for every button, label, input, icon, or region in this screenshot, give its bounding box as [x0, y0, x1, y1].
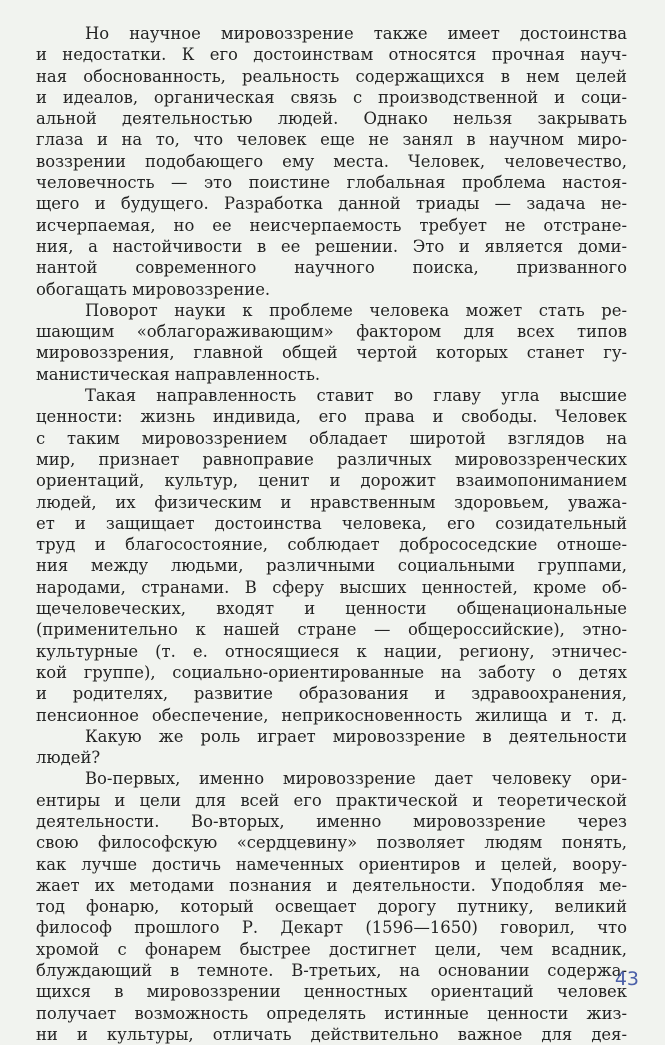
text-line: шающим «облагораживающим» фактором для всех типов [36, 322, 627, 342]
text-line: ориентаций, культур, ценит и дорожит взаимопониманием [36, 471, 627, 491]
text-line: щечеловеческих, входят и ценности общенациональные [36, 599, 627, 619]
text-line: хромой с фонарем быстрее достигнет цели, чем всадник, [36, 939, 627, 959]
paragraph-5 [36, 768, 627, 1045]
text-line: альной деятельностью людей. Однако нельзя закрывать [36, 109, 627, 129]
text-line: и недостатки. К его достоинствам относятся прочная науч- [36, 45, 627, 65]
paragraph-4 [36, 726, 627, 769]
text-line: пенсионное обеспечение, неприкосновенность жилища и т. д. [36, 705, 627, 725]
text-line: воззрении подобающего ему места. Человек, человечество, [36, 151, 627, 171]
text-line: философ прошлого Р. Декарт (1596—1650) говорил, что [36, 918, 627, 938]
paragraph-1 [36, 23, 627, 300]
text-line: людей, их физическим и нравственным здоровьем, уважа- [36, 492, 627, 512]
text-line: ентиры и цели для всей его практической и теоретической [36, 790, 627, 810]
paragraph-2 [36, 300, 627, 385]
text-line: нантой современного научного поиска, призванного [36, 258, 627, 278]
text-line: кой группе), социально-ориентированные на заботу о детях [36, 662, 627, 682]
text-line: жает их методами познания и деятельности. Уподобляя ме- [36, 875, 627, 895]
text-line: Но научное мировоззрение также имеет достоинства [85, 24, 627, 43]
text-line: получает возможность определять истинные ценности жиз- [36, 1003, 627, 1023]
text-line: людей? [36, 748, 101, 768]
text-line: блуждающий в темноте. В-третьих, на основании содержа- [36, 961, 627, 981]
text-line: ет и защищает достоинства человека, его созидательный [36, 513, 627, 533]
text-line: ни и культуры, отличать действительно важное для дея- [36, 1024, 627, 1044]
text-line: ния, а настойчивости в ее решении. Это и является доми- [36, 236, 627, 256]
text-line: Поворот науки к проблеме человека может стать ре- [85, 300, 627, 320]
text-line: тод фонарю, который освещает дорогу путнику, великий [36, 897, 627, 917]
text-line: свою философскую «сердцевину» позволяет людям понять, [36, 833, 627, 853]
text-line: и родителях, развитие образования и здравоохранения, [36, 684, 627, 704]
text-line: ния между людьми, различными социальными группами, [36, 556, 627, 576]
text-line: народами, странами. В сферу высших ценностей, кроме об- [36, 577, 627, 597]
text-line: и идеалов, органическая связь с производственной и соци- [36, 87, 627, 107]
text-line: исчерпаемая, но ее неисчерпаемость требует не отстране- [36, 215, 627, 235]
text-line: мировоззрения, главной общей чертой которых станет гу- [36, 343, 627, 363]
text-line: как лучше достичь намеченных ориентиров и целей, воору- [36, 854, 627, 874]
text-line: Такая направленность ставит во главу угла высшие [85, 386, 627, 406]
text-line: мир, признает равноправие различных мировоззренческих [36, 449, 627, 469]
text-line: обогащать мировоззрение. [36, 279, 271, 299]
text-line: манистическая направленность. [36, 364, 321, 384]
text-body [36, 23, 627, 1045]
text-line: труд и благосостояние, соблюдает добрососедские отноше- [36, 535, 627, 555]
text-line: щего и будущего. Разработка данной триады — задача не- [36, 194, 627, 214]
text-line: Во-первых, именно мировоззрение дает человеку ори- [85, 769, 627, 789]
text-line: щихся в мировоззрении ценностных ориентаций человек [36, 982, 627, 1002]
paragraph-3 [36, 385, 627, 726]
page-number: 43 [614, 968, 639, 990]
text-line: человечность — это поистине глобальная проблема настоя- [36, 173, 627, 193]
text-line: (применительно к нашей стране — общероссийские), этно- [36, 620, 627, 640]
text-line: ценности: жизнь индивида, его права и свободы. Человек [36, 407, 627, 427]
text-line: деятельности. Во-вторых, именно мировоззрение через [36, 811, 627, 831]
text-line: культурные (т. е. относящиеся к нации, региону, этничес- [36, 641, 627, 661]
text-line: с таким мировоззрением обладает широтой взглядов на [36, 428, 627, 448]
text-line: Какую же роль играет мировоззрение в деятельности [85, 726, 627, 746]
text-line: глаза и на то, что человек еще не занял в научном миро- [36, 130, 627, 150]
text-line: ная обоснованность, реальность содержащихся в нем целей [36, 66, 627, 86]
